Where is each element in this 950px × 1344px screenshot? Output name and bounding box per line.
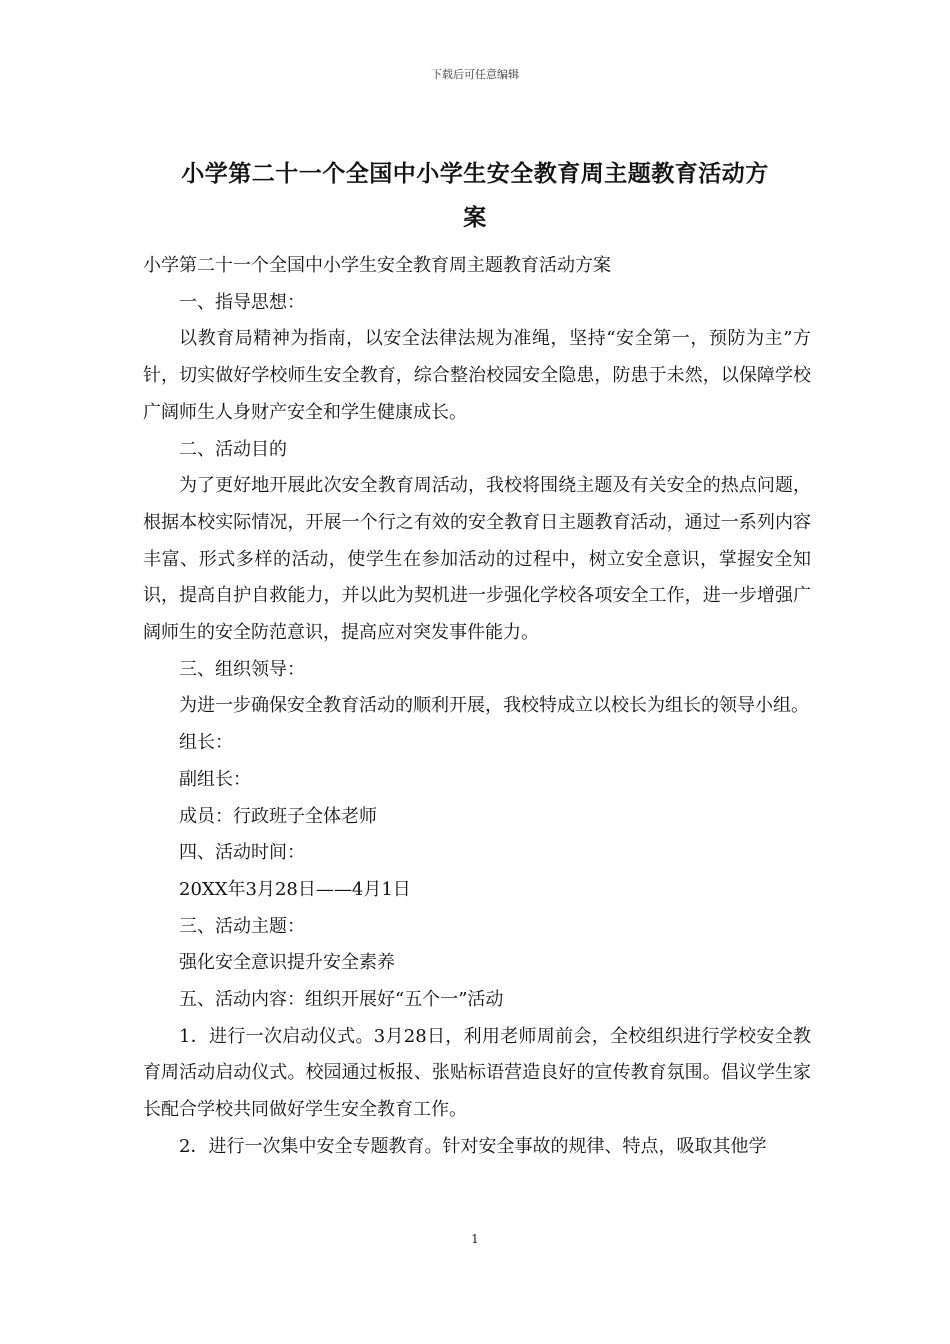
activity-theme: 强化安全意识提升安全素养 xyxy=(179,952,395,974)
header-note: 下载后可任意编辑 xyxy=(431,68,519,81)
document-title-line-2: 案 xyxy=(463,204,487,231)
page-number: 1 xyxy=(471,1232,479,1246)
activity-time: 20XX年3月28日——4月1日 xyxy=(179,878,411,900)
section-heading-theme: 三、活动主题： xyxy=(179,915,305,937)
content-item-2: 2．进行一次集中安全专题教育。针对安全事故的规律、特点，吸取其他学 xyxy=(179,1135,767,1157)
section-heading-leadership: 三、组织领导： xyxy=(179,658,305,680)
deputy-leader-line: 副组长： xyxy=(179,768,251,790)
section-heading-guiding-ideology: 一、指导思想： xyxy=(179,291,305,313)
paragraph-guiding-ideology: 以教育局精神为指南，以安全法律法规为准绳，坚持“安全第一，预防为主”方针，切实做好学校师生安全教育，综合整治校园安全隐患，防患于未然，以保障学校广阔师生人身财产安全和学生健康成长。 xyxy=(143,328,811,423)
members-line: 成员：行政班子全体老师 xyxy=(179,805,377,827)
paragraph-leadership: 为进一步确保安全教育活动的顺利开展，我校特成立以校长为组长的领导小组。 xyxy=(179,695,809,717)
leader-line: 组长： xyxy=(179,732,233,754)
body-subtitle: 小学第二十一个全国中小学生安全教育周主题教育活动方案 xyxy=(143,255,611,276)
section-heading-content: 五、活动内容：组织开展好“五个一”活动 xyxy=(179,989,504,1011)
content-item-1: 1．进行一次启动仪式。3月28日，利用老师周前会，全校组织进行学校安全教育周活动启动仪式。校园通过板报、张贴标语营造良好的宣传教育氛围。倡议学生家长配合学校共同做好学生安全教育工作。 xyxy=(143,1025,811,1121)
document-title-line-1: 小学第二十一个全国中小学生安全教育周主题教育活动方 xyxy=(181,160,769,187)
document-body xyxy=(143,248,811,1166)
paragraph-purpose: 为了更好地开展此次安全教育周活动，我校将围绕主题及有关安全的热点问题，根据本校实际情况，开展一个行之有效的安全教育日主题教育活动，通过一系列内容丰富、形式多样的活动，使学生在参加活动的过程中，树立安全意识，掌握安全知识，提高自护自救能力，并以此为契机进一步强化学校各项安全工作，进一步增强广阔师生的安全防范意识，提高应对突发事件能力。 xyxy=(143,475,811,644)
section-heading-time: 四、活动时间： xyxy=(179,842,305,864)
section-heading-purpose: 二、活动目的 xyxy=(179,438,287,460)
